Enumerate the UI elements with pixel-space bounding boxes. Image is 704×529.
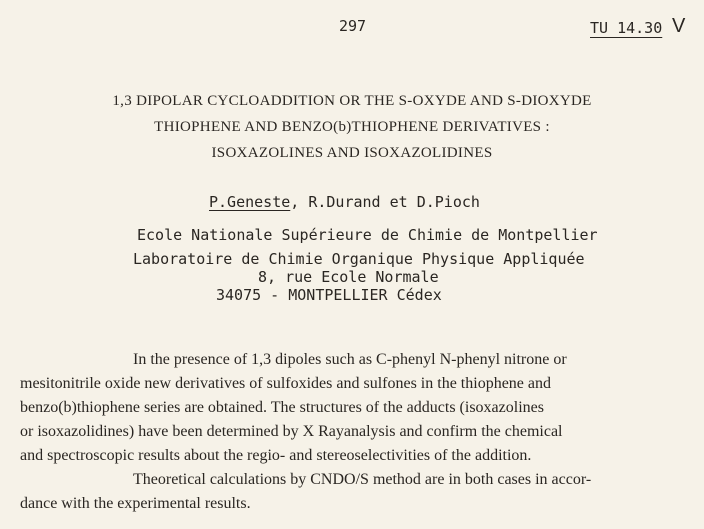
co-authors: , R.Durand et D.Pioch	[290, 193, 480, 211]
title-line-1: 1,3 DIPOLAR CYCLOADDITION OR THE S-OXYDE AND S-DIOXYDE	[112, 93, 592, 109]
affiliation-line-1: Ecole Nationale Supérieure de Chimie de Montpellier	[137, 226, 598, 244]
title-line-2: THIOPHENE AND BENZO(b)THIOPHENE DERIVATIVES :	[154, 119, 550, 135]
affiliation-line-2: Laboratoire de Chimie Organique Physique Appliquée	[133, 250, 585, 268]
abstract-line-4: or isoxazolidines) have been determined by X Rayanalysis and confirm the chemical	[20, 423, 563, 440]
affiliation-line-4: 34075 - MONTPELLIER Cédex	[216, 286, 442, 304]
abstract-line-2: mesitonitrile oxide new derivatives of sulfoxides and sulfones in the thiophene and	[20, 375, 551, 392]
abstract-line-3: benzo(b)thiophene series are obtained. The structures of the adducts (isoxazolines	[20, 399, 544, 416]
abstract-line-7: dance with the experimental results.	[20, 495, 251, 512]
reference-code: TU 14.30	[590, 19, 663, 37]
presenting-author: P.Geneste	[209, 193, 291, 211]
abstract-line-1: In the presence of 1,3 dipoles such as C-phenyl N-phenyl nitrone or	[133, 351, 567, 368]
abstract-line-6: Theoretical calculations by CNDO/S method are in both cases in accor-	[133, 471, 592, 488]
affiliation-line-3: 8, rue Ecole Normale	[258, 268, 439, 286]
title-line-3: ISOXAZOLINES AND ISOXAZOLIDINES	[211, 145, 493, 161]
abstract-line-5: and spectroscopic results about the regio- and stereoselectivities of the addition.	[20, 447, 532, 464]
page-number: 297	[339, 17, 367, 35]
author-list	[209, 193, 480, 211]
handwritten-mark: V	[672, 15, 686, 37]
